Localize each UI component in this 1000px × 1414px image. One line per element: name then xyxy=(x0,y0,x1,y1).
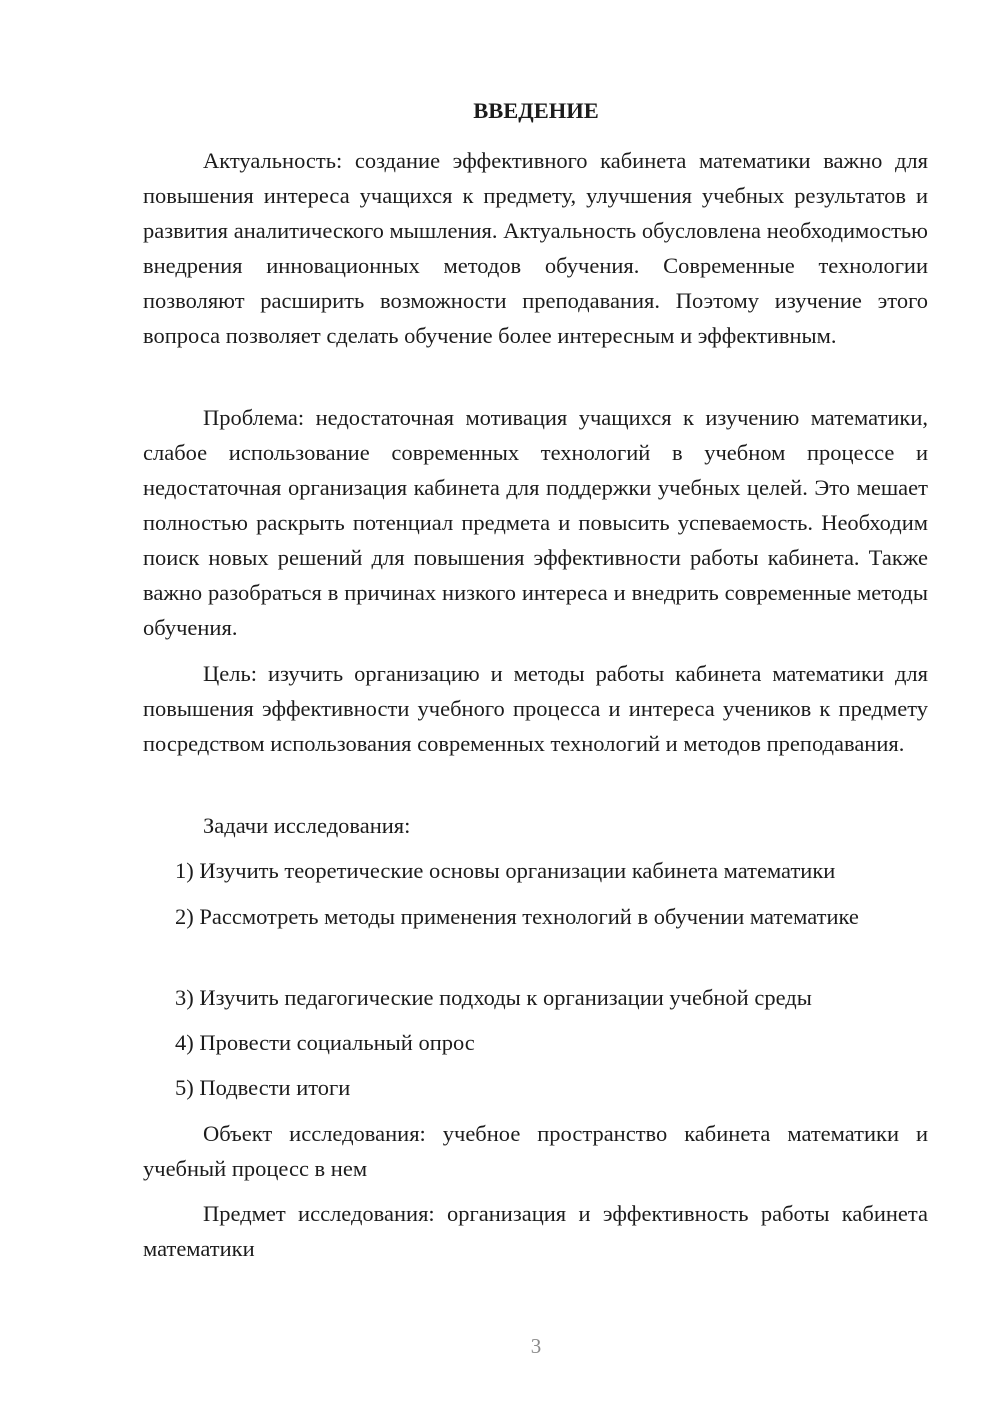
task-item-3: 3) Изучить педагогические подходы к организации учебной среды xyxy=(175,985,812,1010)
task-item-1: 1) Изучить теоретические основы организации кабинета математики xyxy=(175,858,836,883)
problem-paragraph: Проблема: недостаточная мотивация учащихся к изучению математики, слабое использование современных технологий в учебном процессе и недостаточная организация кабинета для поддержки учебных целей. Это мешает полностью раскрыть потенциал предмета и повысить успеваемость. Необходим поиск новых решений для повышения эффективности работы кабинета. Также важно разобраться в причинах низкого интереса и внедрить современные методы обучения. xyxy=(143,405,928,640)
task-item-5: 5) Подвести итоги xyxy=(175,1075,351,1100)
task-item-2: 2) Рассмотреть методы применения технологий в обучении математике xyxy=(175,904,859,929)
tasks-heading: Задачи исследования: xyxy=(203,813,411,838)
goal-paragraph: Цель: изучить организацию и методы работы кабинета математики для повышения эффективности учебного процесса и интереса учеников к предмету посредством использования современных технологий и методов преподавания. xyxy=(143,661,928,756)
task-item-4: 4) Провести социальный опрос xyxy=(175,1030,475,1055)
object-paragraph: Объект исследования: учебное пространство кабинета математики и учебный процесс в нем xyxy=(143,1121,928,1181)
section-heading: ВВЕДЕНИЕ xyxy=(473,98,599,123)
subject-paragraph: Предмет исследования: организация и эффективность работы кабинета математики xyxy=(143,1201,928,1261)
page-number: 3 xyxy=(530,1334,542,1358)
relevance-paragraph: Актуальность: создание эффективного кабинета математики важно для повышения интереса учащихся к предмету, улучшения учебных результатов и развития аналитического мышления. Актуальность обусловлена необходимостью внедрения инновационных методов обучения. Современные технологии позволяют расширить возможности преподавания. Поэтому изучение этого вопроса позволяет сделать обучение более интересным и эффективным. xyxy=(143,148,928,348)
